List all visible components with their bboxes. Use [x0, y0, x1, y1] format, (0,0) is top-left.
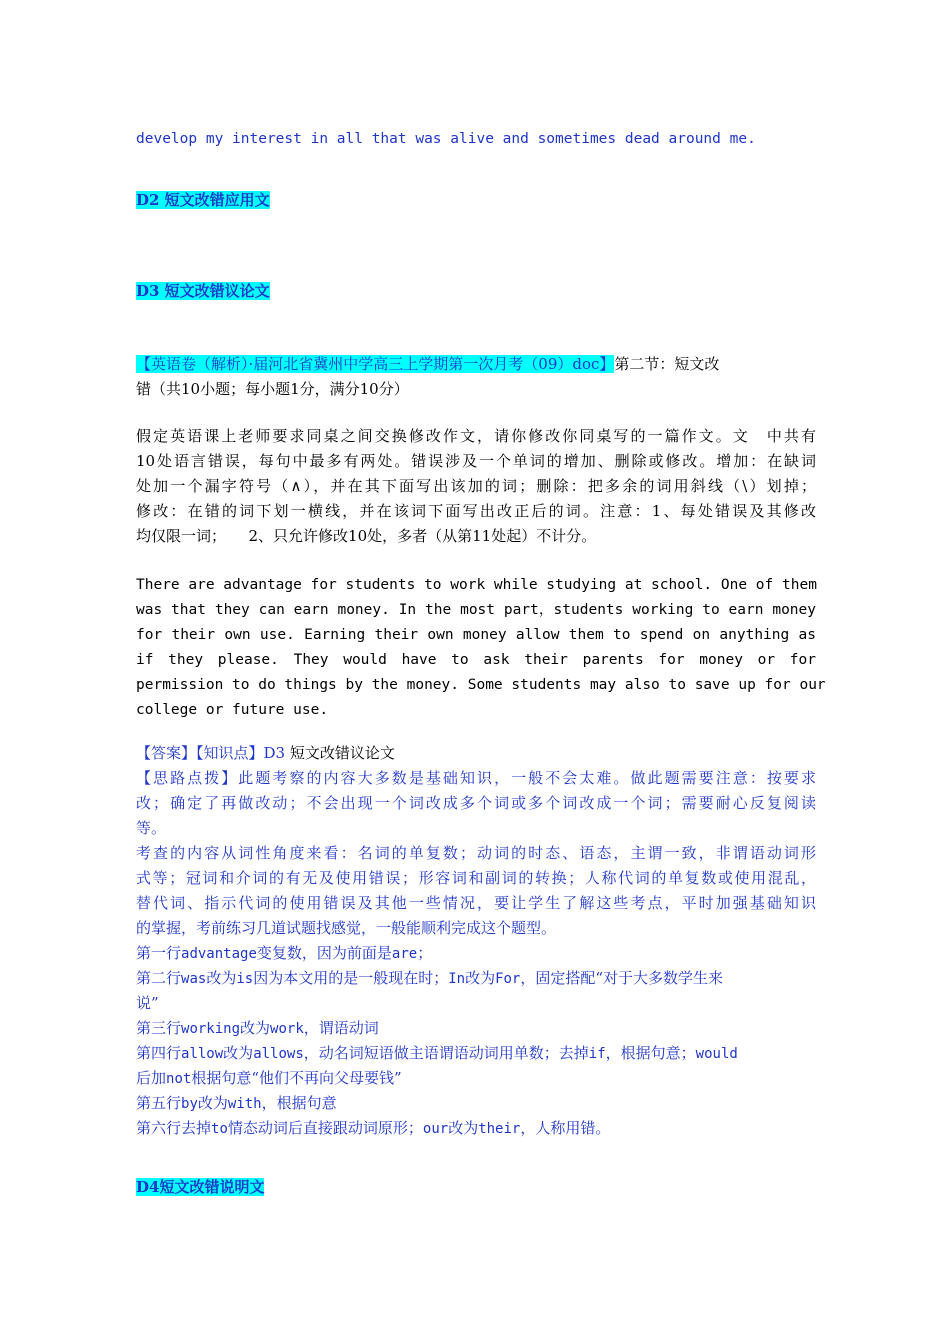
instruction-line: 处加一个漏字符号（∧），并在其下面写出该加的词；删除：把多余的词用斜线（\）划掉； [136, 477, 816, 495]
source-tag: 【英语卷（解析）·届河北省冀州中学高三上学期第一次月考（09）doc】 [136, 355, 615, 373]
heading-d3 [136, 279, 816, 304]
correction-word: to [211, 1121, 228, 1137]
correction-text: 因为本文用的是一般现在时； [253, 969, 449, 987]
correction-text: 改为 [197, 1094, 228, 1112]
heading-d2 [136, 188, 816, 213]
instruction-line: 假定英语课上老师要求同桌之间交换修改作文，请你修改你同桌写的一篇作文。文 中共有 [136, 427, 816, 445]
heading-d3-text: D3 短文改错议论文 [136, 282, 270, 300]
correction-text: ，固定搭配“对于大多数学生来 [520, 969, 724, 987]
correction-word: not [166, 1071, 192, 1087]
hint-line: 【思路点拨】此题考察的内容大多数是基础知识，一般不会太难。做此题需要注意：按要求 [136, 769, 816, 787]
correction-word: our [422, 1121, 449, 1137]
correction-text: 第二行 [136, 969, 182, 987]
passage-line: permission to do things by the money. Some students may also to save up for our [136, 677, 826, 693]
correction-line [136, 1016, 816, 1042]
correction-word: is [236, 971, 254, 987]
heading-d4-text: D4短文改错说明文 [136, 1178, 265, 1196]
correction-word: with [227, 1096, 262, 1112]
correction-word: allow [181, 1046, 224, 1062]
source-title: 第二节：短文改 [614, 355, 720, 373]
answer-label-line [136, 741, 816, 766]
correction-word: are [391, 946, 418, 962]
correction-text: ，谓语动词 [303, 1019, 379, 1037]
passage-line: for their own use. Earning their own money allow them to spend on anything as [136, 627, 816, 643]
correction-line [136, 1116, 816, 1142]
correction-text: 第六行去掉 [136, 1119, 212, 1137]
correction-text: 第四行 [136, 1044, 182, 1062]
correction-text: 改为 [223, 1044, 254, 1062]
correction-word: would [695, 1046, 738, 1062]
correction-line [136, 1066, 816, 1092]
source-line-cont: 错（共10小题；每小题1分，满分10分） [136, 380, 409, 398]
correction-text: 改为 [240, 1019, 271, 1037]
correction-word: For [495, 971, 521, 987]
instruction-line: 10处语言错误，每句中最多有两处。错误涉及一个单词的增加、删除或修改。增加：在缺词 [136, 452, 816, 470]
correction-text: 改为 [465, 969, 496, 987]
correction-word: advantage [181, 946, 257, 962]
correction-line [136, 941, 816, 967]
correction-text: 第三行 [136, 1019, 182, 1037]
correction-word: In [448, 971, 466, 987]
analysis-line: 的掌握，考前练习几道试题找感觉，一般能顺利完成这个题型。 [136, 919, 557, 937]
analysis-line: 考查的内容从词性角度来看：名词的单复数；动词的时态、语态，主谓一致，非谓语动词形 [136, 844, 816, 862]
passage-line: if they please. They would have to ask their parents for money or for [136, 652, 816, 668]
hint-line: 改；确定了再做改动；不会出现一个词改成多个词或多个词改成一个词；需要耐心反复阅读 [136, 794, 816, 812]
correction-line [136, 966, 816, 992]
correction-text: ； [417, 944, 433, 962]
intro-line: develop my interest in all that was alive and sometimes dead around me. [136, 131, 756, 147]
heading-d2-text: D2 短文改错应用文 [136, 191, 270, 209]
correction-text: 改为 [448, 1119, 479, 1137]
correction-word: work [270, 1021, 304, 1037]
correction-text: 说” [136, 994, 159, 1012]
passage-line: was that they can earn money. In the most part，students working to earn money [136, 602, 816, 618]
heading-d4 [136, 1175, 816, 1200]
correction-word: their [478, 1121, 521, 1137]
analysis-line: 式等；冠词和介词的有无及使用错误；形容词和副词的转换；人称代词的单复数或使用混乱， [136, 869, 816, 887]
passage-line: There are advantage for students to work while studying at school. One of them [136, 577, 817, 593]
correction-text: ，人称用错。 [520, 1119, 611, 1137]
source-line [136, 352, 816, 377]
hint-line: 等。 [136, 819, 167, 837]
instruction-line: 均仅限一词； 2、只允许修改10处，多者（从第11处起）不计分。 [136, 527, 597, 545]
correction-word: allows [253, 1046, 304, 1062]
correction-text: 根据句意“他们不再向父母要钱” [191, 1069, 402, 1087]
instruction-line: 修改：在错的词下划一横线，并在该词下面写出改正后的词。注意：1、每处错误及其修改 [136, 502, 816, 520]
correction-text: ，根据句意； [605, 1044, 696, 1062]
answer-label: 【答案】【知识点】D3 [136, 744, 286, 762]
correction-text: 变复数，因为前面是 [256, 944, 392, 962]
correction-word: working [181, 1021, 241, 1037]
analysis-line: 替代词、指示代词的使用错误及其他一些情况，要让学生了解这些考点，平时加强基础知识 [136, 894, 816, 912]
correction-line [136, 991, 816, 1016]
correction-text: ，根据句意 [261, 1094, 337, 1112]
correction-text: 第五行 [136, 1094, 182, 1112]
correction-text: 改为 [206, 969, 237, 987]
correction-text: 后加 [136, 1069, 167, 1087]
correction-text: 情态动词后直接跟动词原形； [227, 1119, 423, 1137]
correction-word: was [181, 971, 207, 987]
correction-text: 第一行 [136, 944, 182, 962]
correction-line [136, 1091, 816, 1117]
correction-line [136, 1041, 816, 1067]
correction-text: ，动名词短语做主语谓语动词用单数；去掉 [303, 1044, 589, 1062]
correction-word: if [588, 1046, 606, 1062]
passage-line: college or future use. [136, 702, 329, 718]
answer-topic: 短文改错议论文 [285, 744, 395, 762]
correction-word: by [181, 1096, 198, 1112]
